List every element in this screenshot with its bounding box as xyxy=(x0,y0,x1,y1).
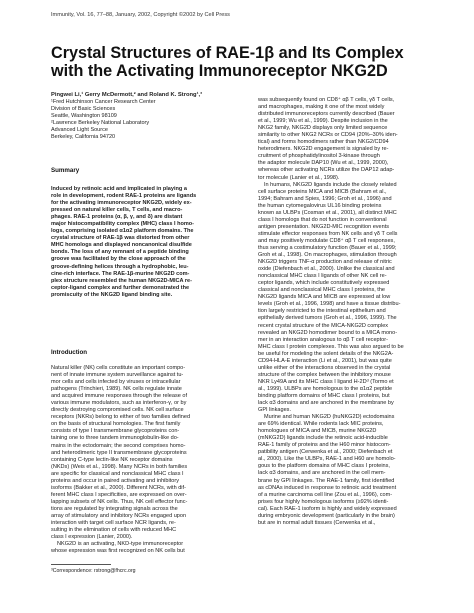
body-line: are 69% identical. While rodents lack MIC proteins, xyxy=(258,421,384,428)
summary-line: logs, comprising isolated α1α2 platform domains. The xyxy=(51,228,194,235)
body-line: Groh et al., 1998). On macrophages, stimulation through xyxy=(258,252,397,259)
body-line: unlike either of the interactions observed in the crystal xyxy=(258,364,391,371)
affiliation-line: Seattle, Washington 98109 xyxy=(51,113,117,119)
intro-line: and heterodimeric type II transmembrane glycoproteins xyxy=(51,449,187,456)
body-line: revealed an NKG2D homodimer bound to a MICA mono- xyxy=(258,329,398,336)
summary-line: cine-rich interface. The RAE-1β-murine NKG2D com- xyxy=(51,270,190,277)
body-line: et al., 1999; Wu et al., 1999). Despite inclusion in the xyxy=(258,118,388,125)
summary-line: Induced by retinoic acid and implicated in playing a xyxy=(51,186,187,192)
intro-line: isoforms (Bakker et al., 2000). Different NCRs, with dif- xyxy=(51,484,186,491)
intro-line: whose expression was first recognized on NK cells but xyxy=(51,548,185,555)
introduction-heading: Introduction xyxy=(51,349,88,356)
body-line: Murine and human NKG2D (huNKG2D) ectodomains xyxy=(264,414,395,421)
body-line: homologues of MICA and MICB, murine NKG2D xyxy=(258,428,377,435)
body-line: thus serving a costimulatory function (Bauer et al., 1999; xyxy=(258,244,397,251)
body-line: patibility antigen (Cerwenka et al., 2000; Diefenbach et xyxy=(258,449,393,456)
body-line: of a murine carcinoma cell line (Zou et al., 1996), com- xyxy=(258,491,393,498)
body-line: and macrophages, making it one of the most widely xyxy=(258,104,385,111)
title-line-2: with the Activating Immunoreceptor NKG2D xyxy=(51,62,388,80)
introduction-text xyxy=(51,365,247,555)
body-line: gous to the platform domains of MHC class I proteins, xyxy=(258,463,390,470)
summary-abstract xyxy=(51,186,247,299)
body-line: epithelially derived tumors (Groh et al., 1996, 1999). The xyxy=(258,315,397,322)
author-block xyxy=(51,92,247,141)
body-line: NKG2D triggers TNF-α production and release of nitric xyxy=(258,259,392,266)
intro-line: containing C-type lectin-like NK receptor domains xyxy=(51,456,173,463)
body-line: mer in an interaction analogous to αβ T cell receptor- xyxy=(258,336,388,343)
affiliation-line: ¹Fred Hutchinson Cancer Research Center xyxy=(51,99,156,105)
right-column-text xyxy=(258,97,454,527)
body-line: class I homologs that do not function in conventional xyxy=(258,216,387,223)
intro-line: pathogens (Trinchieri, 1989). NK cells regulate innate xyxy=(51,386,182,393)
body-line: MHC class I protein complexes. This was also argued to be xyxy=(258,343,404,350)
intro-line: interaction with target cell surface NCR ligands, re- xyxy=(51,520,176,527)
summary-line: role in development, rodent RAE-1 proteins are ligands xyxy=(51,193,197,200)
intro-line: various immune modulators, such as interferon-γ, or by xyxy=(51,400,187,407)
intro-line: (NKDs) (Weis et al., 1998). Many NCRs in both families xyxy=(51,463,188,470)
body-line: CD94-HLA-E interaction (Li et al., 2001), but was quite xyxy=(258,357,392,364)
body-line: the human cytomegalovirus UL16 binding proteins xyxy=(258,202,382,209)
body-line: NKG2 family, NKG2D displays only limited sequence xyxy=(258,125,388,132)
summary-line: pressed on natural killer cells, T cells, and macro- xyxy=(51,207,183,214)
intro-line: ferent MHC class I specificities, are expressed on over- xyxy=(51,491,187,498)
body-line: known as ULBPs (Cosman et al., 2001), all distinct MHC xyxy=(258,209,397,216)
body-line: NKR Ly49A and its MHC class I ligand H-2Dᵈ (Tormo et xyxy=(258,378,394,385)
intro-line: are specific for classical and nonclassical MHC class I xyxy=(51,470,184,477)
intro-line: array of stimulatory and inhibitory NCRs engaged upon xyxy=(51,512,187,519)
body-line: structure of the complex between the inhibitory mouse xyxy=(258,371,391,378)
intro-line: tions are regulated by integrating signals across the xyxy=(51,505,178,512)
body-line: lack α3 domains, and are anchored in the cell mem- xyxy=(258,470,386,477)
body-line: was subsequently found on CD8⁺ αβ T cells, γδ T cells, xyxy=(258,97,395,103)
body-line: tor molecule (Lanier et al., 1998). xyxy=(258,174,340,181)
body-line: al., 2000). Like the ULBPs, RAE-1 and H60 are homolo- xyxy=(258,456,396,463)
intro-line: lapping subsets of NK cells. Thus, NK cell effector func- xyxy=(51,498,188,505)
footnote-rule xyxy=(51,564,111,565)
body-line: distributed immunoreceptors currently described (Bauer xyxy=(258,111,395,118)
affiliation-line: ²Lawrence Berkeley National Laboratory xyxy=(51,120,150,126)
body-line: NKG2D ligands MICA and MICB are expressed at low xyxy=(258,294,391,301)
intro-line: mor cells and cells infected by viruses or intracellular xyxy=(51,379,181,386)
intro-line: mains in the ectodomain; the second comprises homo- xyxy=(51,442,186,449)
summary-heading: Summary xyxy=(51,167,80,174)
intro-line: and acquired immune responses through the release of xyxy=(51,393,187,400)
body-line: levels (Groh et al., 1996, 1998) and have a tissue distribu- xyxy=(258,301,401,308)
body-line: cruitment of phosphatidylinositol 3-kinase through xyxy=(258,153,380,160)
authors: Pingwei Li,¹ Gerry McDermott,² and Roland K. Strong¹,³ xyxy=(51,92,203,98)
running-head: Immunity, Vol. 16, 77–88, January, 2002, Copyright ©2002 by Cell Press xyxy=(51,12,230,18)
body-line: but are in normal adult tissues (Cerwenka et al., xyxy=(258,519,376,526)
intro-line: directly destroying compromised cells. NK cell surface xyxy=(51,407,184,414)
title-line-1: Crystal Structures of RAE-1β and Its Complex xyxy=(51,44,404,62)
body-line: cal). Each RAE-1 isoform is highly and widely expressed xyxy=(258,505,397,512)
body-line: RAE-1 family of proteins and the H60 minor histocom- xyxy=(258,442,391,449)
body-line: tical) and forms homodimers rather than NKG2/CD94 xyxy=(258,139,389,146)
intro-line: taining one to three tandem immunoglobulin-like do- xyxy=(51,435,179,442)
body-line: prises four highly homologous isoforms (≥92% identi- xyxy=(258,498,389,505)
summary-line: major histocompatibility complex (MHC) class I homo- xyxy=(51,221,195,228)
body-line: during embryonic development (particularly in the brain) xyxy=(258,512,395,519)
summary-line: ceptor-ligand complex and further demonstrated the xyxy=(51,284,190,291)
body-line: as cDNAs induced in response to retinoic acid treatment xyxy=(258,484,397,491)
summary-line: groove was facilitated by the close approach of the xyxy=(51,256,186,263)
body-line: tion largely restricted to the intestinal epithelium and xyxy=(258,308,386,315)
body-line: lack α3 domains and are anchored in the membrane by xyxy=(258,400,394,407)
summary-line: promiscuity of the NKG2D ligand binding site. xyxy=(51,291,173,298)
body-line: recent crystal structure of the MICA-NKG2D complex xyxy=(258,322,389,329)
body-line: GPI linkages. xyxy=(258,407,291,414)
article-title xyxy=(51,44,441,80)
intro-line: sulting in the elimination of cells with reduced MHC xyxy=(51,527,177,534)
body-line: whereas other activating NCRs utilize the DAP12 adap- xyxy=(258,167,395,174)
body-line: 1994; Bahram and Spies, 1996; Groh et al., 1996) and xyxy=(258,195,392,202)
summary-line: bonds. The loss of any remnant of a peptide binding xyxy=(51,249,189,256)
body-line: (mNKG2D) ligands include the retinoic acid-inducible xyxy=(258,435,388,442)
intro-line: nent of innate immune system surveillance against tu- xyxy=(51,372,184,379)
summary-line: phages. RAE-1 proteins (α, β, γ, and δ) are distant xyxy=(51,214,183,221)
summary-line: for the activating immunoreceptor NKG2D, widely ex- xyxy=(51,200,192,207)
left-column xyxy=(51,90,247,574)
intro-line: receptors (NKRs) belong to either of two families defined xyxy=(51,414,191,421)
intro-line: Natural killer (NK) cells constitute an important compo- xyxy=(51,365,186,371)
body-line: classical and nonclassical MHC class I proteins, the xyxy=(258,287,386,294)
affiliation-line: Berkeley, California 94720 xyxy=(51,134,116,140)
body-line: the adaptor molecule DAP10 (Wu et al., 1999, 2000), xyxy=(258,160,389,167)
intro-line: NKG2D is an activating, NKD-type immunoreceptor xyxy=(57,541,184,548)
summary-line: MHC homologs and displayed noncanonical disulfide xyxy=(51,242,192,249)
body-line: In humans, NKG2D ligands include the closely related xyxy=(264,181,397,188)
body-line: ceptor ligands, which include constitutively expressed xyxy=(258,280,390,287)
correspondence-footnote: ³Correspondence: rstrong@fhcrc.org xyxy=(51,568,136,574)
body-line: similarity to other NKG2 NCRs or CD94 (20%–30% iden- xyxy=(258,132,398,139)
body-line: and may positively modulate CD8⁺ αβ T cell responses, xyxy=(258,237,395,244)
body-line: al., 1999). ULBPs are homologous to the α1α2 peptide xyxy=(258,385,393,392)
body-line: binding platform domains of MHC class I proteins, but xyxy=(258,392,390,399)
body-line: brane by GPI linkages. The RAE-1 family, first identified xyxy=(258,477,395,484)
body-line: cell surface proteins MICA and MICB (Bahram et al., xyxy=(258,188,387,195)
affiliation-line: Advanced Light Source xyxy=(51,127,108,133)
intro-line: class I expression (Lanier, 2000). xyxy=(51,534,133,541)
body-line: be useful for modeling the solent details of the NKG2A- xyxy=(258,350,394,357)
body-line: stimulate effector responses from NK cells and γδ T cells xyxy=(258,230,398,237)
body-line: oxide (Diefenbach et al., 2000). Unlike the classical and xyxy=(258,266,395,273)
body-line: antigen presentation. NKG2D-MIC recognition events xyxy=(258,223,390,230)
summary-line: groove-defining helices through a hydrophobic, leu- xyxy=(51,263,189,270)
affiliation-line: Division of Basic Sciences xyxy=(51,106,116,112)
body-line: nonclassical MHC class I ligands of other NK cell re- xyxy=(258,273,387,280)
intro-line: proteins and occur in paired activating and inhibitory xyxy=(51,477,179,484)
summary-line: crystal structure of RAE-1β was distorted from other xyxy=(51,235,190,242)
intro-line: on the basis of structural homologies. The first family xyxy=(51,421,181,428)
intro-line: consists of type I transmembrane glycoproteins con- xyxy=(51,428,180,435)
body-line: heterodimers. NKG2D engagement is signaled by re- xyxy=(258,146,389,153)
summary-line: plex structure resembled the human NKG2D-MICA re- xyxy=(51,277,192,284)
